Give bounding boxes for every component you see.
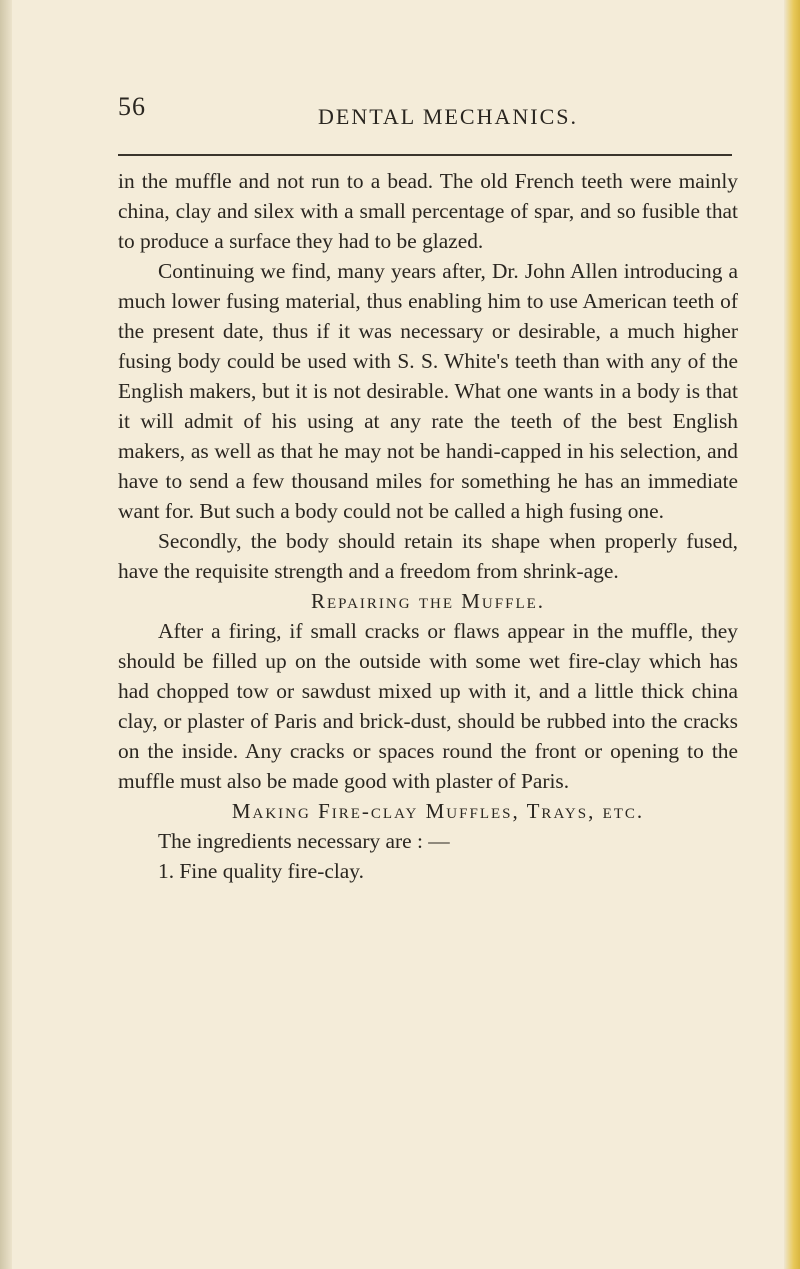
page-number: 56 bbox=[118, 92, 146, 121]
section-heading-making: Making Fire-clay Muffles, Trays, etc. bbox=[231, 799, 645, 823]
ingredients-intro: The ingredients necessary are : — bbox=[158, 829, 450, 853]
list-item: 1. Fine quality fire-clay. bbox=[158, 859, 364, 883]
running-head: DENTAL MECHANICS. bbox=[318, 104, 578, 129]
paragraph-repairing: After a firing, if small cracks or flaws appear in the muffle, they should be filled up on the outside with some wet fire-clay which has had chopped tow or sawdust mixed up with it, and a little thick china clay, or plaster of Paris and brick-dust, should be rubbed into the cracks on the inside. Any cracks or spaces round the front or opening to the muffle must also be made good with plaster of Paris. bbox=[118, 619, 738, 793]
header-rule bbox=[118, 154, 732, 156]
page-edge-right bbox=[784, 0, 800, 1269]
paragraph-secondly: Secondly, the body should retain its shape when properly fused, have the requisite strength and a freedom from shrink-age. bbox=[118, 529, 738, 583]
page-body bbox=[118, 166, 738, 886]
page-header bbox=[118, 92, 738, 128]
section-heading-repairing: Repairing the Muffle. bbox=[310, 589, 546, 613]
page-edge-left bbox=[0, 0, 12, 1269]
paragraph-continuation: in the muffle and not run to a bead. The old French teeth were mainly china, clay and silex with a small percentage of spar, and so fusible that to produce a surface they had to be glazed. bbox=[118, 169, 738, 253]
paragraph-continuing: Continuing we find, many years after, Dr. John Allen introducing a much lower fusing material, thus enabling him to use American teeth of the present date, thus if it was necessary or desirable, a much higher fusing body could be used with S. S. White's teeth than with any of the English makers, but it is not desirable. What one wants in a body is that it will admit of his using at any rate the teeth of the best English makers, as well as that he may not be handi-capped in his selection, and have to send a few thousand miles for something he has an immediate want for. But such a body could not be called a high fusing one. bbox=[118, 259, 738, 523]
